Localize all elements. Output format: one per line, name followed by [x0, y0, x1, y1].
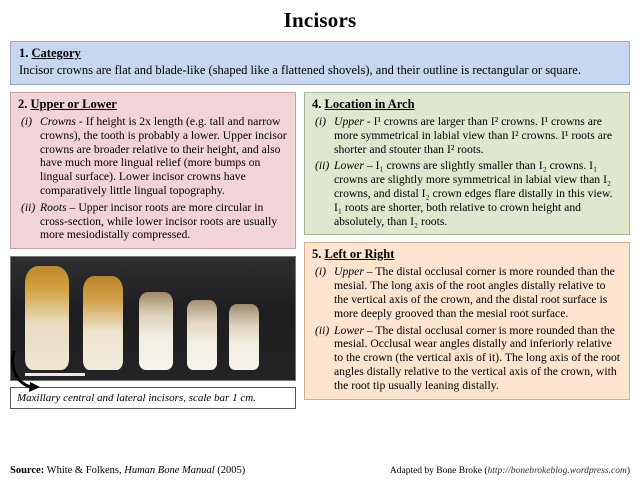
location-heading	[312, 97, 622, 112]
list-item	[312, 159, 622, 228]
category-label: Category	[31, 46, 81, 60]
item-marker: (i)	[315, 115, 327, 128]
item-body: – I₁ crowns are slightly smaller than I₂ crowns. I₁ crowns are slightly more symmetrical in labial view than I₂ crowns, and distal I₂ crown edges flare distally in this view. I₁ roots are shorter, both relative to crown height and absolutely, than I₂ roots.	[334, 159, 613, 228]
item-body: – Upper incisor roots are more circular in cross-section, while lower incisor roots are usually more mesiodistally compressed.	[40, 200, 278, 242]
item-lead: Upper	[334, 115, 364, 128]
left-right-number: 5.	[312, 247, 322, 262]
source-authors: White & Folkens,	[44, 465, 125, 476]
credit-close: )	[626, 466, 630, 476]
item-marker: (i)	[21, 115, 33, 128]
item-text	[40, 201, 288, 242]
location-number: 4.	[312, 97, 322, 111]
item-text	[334, 265, 622, 320]
credit-link[interactable]: http://bonebrokeblog.wordpress.com	[487, 466, 627, 476]
item-lead: Lower	[334, 159, 364, 173]
item-text	[334, 115, 622, 156]
left-right-heading	[312, 247, 622, 262]
tooth-specimen	[187, 300, 217, 370]
incisor-photo	[10, 256, 296, 381]
item-text	[40, 115, 288, 198]
location-label: Location in Arch	[324, 97, 415, 111]
item-body: - I¹ crowns are larger than I² crowns. I¹ crowns are more symmetrical in labial view than I² crowns. I¹ roots are shorter and stouter than I² roots.	[334, 115, 613, 156]
item-lead: Roots	[40, 200, 67, 214]
list-item	[18, 201, 288, 242]
item-body: – The distal occlusal corner is more rounded than the mesial. Occlusal wear angles distally and inferiorly relative to the crown (the vertical axis of it). The long axis of the root angles distally relative to the vertical axis of the crown, with the root tip usually leaning distally.	[334, 323, 621, 392]
right-column	[304, 92, 630, 400]
item-lead: Lower	[334, 323, 364, 337]
upper-lower-heading	[18, 97, 288, 112]
source-year: (2005)	[214, 465, 246, 476]
section-location-in-arch	[304, 92, 630, 235]
left-right-label: Left or Right	[324, 247, 395, 262]
upper-lower-label: Upper or Lower	[30, 97, 117, 111]
item-body: – The distal occlusal corner is more rounded than the mesial. The long axis of the root angles distally relative to the vertical axis of the crown, and the distal root surface is more deeply grooved than the mesial root surface.	[334, 265, 615, 320]
item-text	[334, 324, 622, 393]
section-upper-or-lower	[10, 92, 296, 249]
source-title: Human Bone Manual	[124, 465, 215, 476]
category-number: 1.	[19, 46, 29, 60]
section-category	[10, 41, 630, 85]
content-columns	[10, 92, 630, 409]
list-item	[312, 265, 622, 320]
tooth-specimen	[25, 266, 69, 370]
left-column	[10, 92, 296, 409]
page-title: Incisors	[283, 8, 357, 32]
scale-bar	[25, 373, 85, 376]
item-lead: Upper	[334, 265, 364, 279]
item-text	[334, 159, 622, 228]
credit-text: Adapted by Bone Broke (	[389, 466, 488, 476]
category-heading	[19, 46, 621, 61]
source-citation	[10, 465, 245, 476]
section-left-or-right	[304, 242, 630, 399]
item-body: - If height is 2x length (e.g. tall and narrow crowns), the tooth is probably a lower. Upper incisor crowns are broader relative to their height, and also have much more lingual relief (more bumps on lingual surface). Lower incisor crowns have comparatively little lingual topography.	[40, 115, 287, 197]
item-marker: (ii)	[315, 159, 330, 173]
source-label: Source:	[10, 465, 45, 476]
category-body: Incisor crowns are flat and blade-like (shaped like a flattened shovels), and their outline is rectangular or square.	[19, 63, 581, 77]
list-item	[312, 324, 622, 393]
tooth-specimen	[83, 276, 123, 370]
item-lead: Crowns	[40, 115, 76, 128]
upper-lower-number: 2.	[18, 97, 28, 111]
list-item	[312, 115, 622, 156]
item-marker: (i)	[315, 265, 327, 279]
credit-line	[390, 466, 630, 476]
photo-block	[10, 256, 296, 409]
photo-caption: Maxillary central and lateral incisors, scale bar 1 cm.	[10, 387, 296, 409]
tooth-specimen	[139, 292, 173, 370]
list-item	[18, 115, 288, 198]
item-marker: (ii)	[315, 323, 330, 337]
tooth-specimen	[229, 304, 259, 370]
item-marker: (ii)	[21, 200, 36, 214]
footer	[10, 465, 630, 476]
